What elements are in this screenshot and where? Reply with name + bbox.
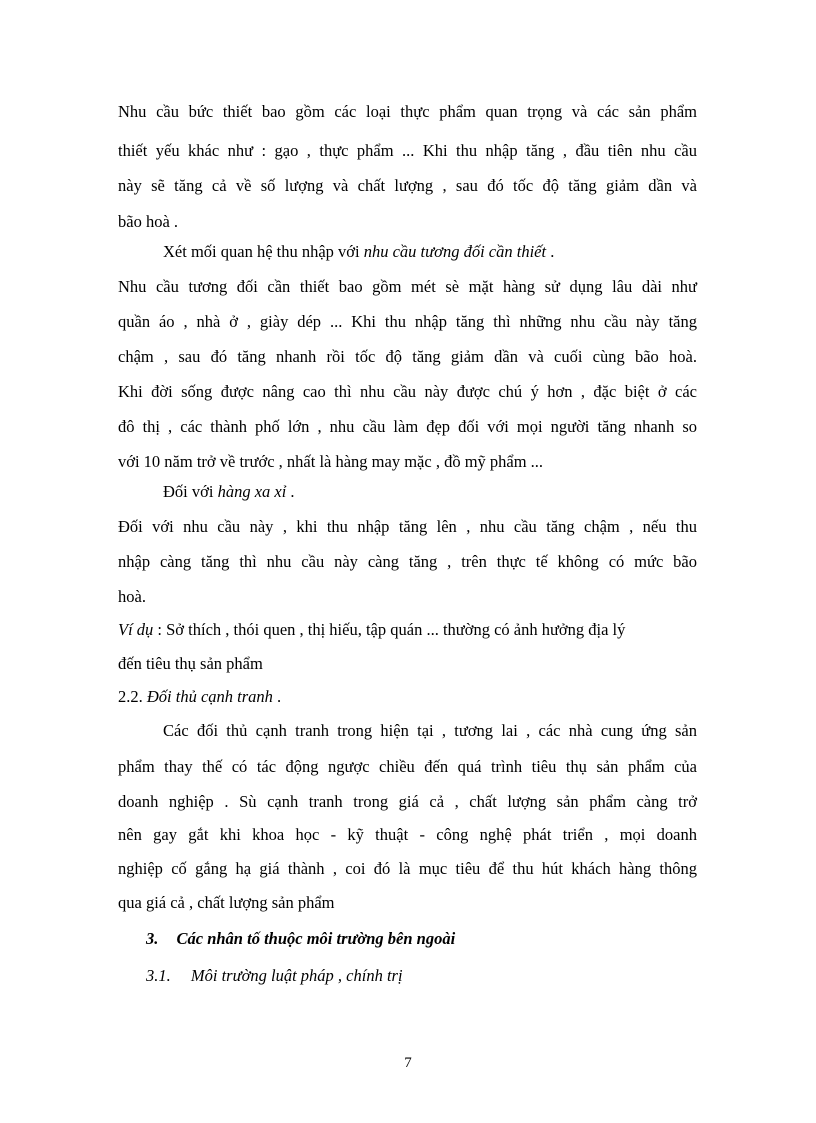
p3-line-3: hoà. bbox=[118, 587, 146, 606]
example-line-2: đến tiêu thụ sản phẩm bbox=[118, 654, 263, 673]
p1-line-1: Nhu cầu bức thiết bao gồm các loại thực phẩm quan trọng và các sản phẩm bbox=[118, 102, 697, 121]
heading-3-1 bbox=[146, 966, 403, 986]
p4-line-4: nên gay gắt khi khoa học - kỹ thuật - công nghệ phát triển , mọi doanh bbox=[118, 825, 697, 844]
p3-intro-text: Đối với bbox=[163, 482, 218, 501]
example-line-1 bbox=[118, 620, 625, 640]
p3-line-1: Đối với nhu cầu này , khi thu nhập tăng lên , nhu cầu tăng chậm , nếu thu bbox=[118, 517, 697, 536]
p2-line-6: với 10 năm trở về trước , nhất là hàng may mặc , đồ mỹ phẩm ... bbox=[118, 452, 544, 471]
p4-line-1: Các đối thủ cạnh tranh trong hiện tại , tương lai , các nhà cung ứng sản bbox=[163, 721, 697, 740]
p1-line-4: bão hoà . bbox=[118, 212, 179, 231]
p3-intro bbox=[163, 482, 295, 502]
p2-intro-tail: . bbox=[546, 242, 555, 261]
p4-line-3: doanh nghiệp . Sù cạnh tranh trong giá cả , chất lượng sản phẩm càng trở bbox=[118, 792, 697, 811]
p4-line-2: phẩm thay thế có tác động ngược chiều đến quá trình tiêu thụ sản phẩm của bbox=[118, 757, 697, 776]
p2-line-2: quần áo , nhà ở , giày dép ... Khi thu nhập tăng thì những nhu cầu này tăng bbox=[118, 312, 697, 331]
p1-line-2: thiết yếu khác như : gạo , thực phẩm ... Khi thu nhập tăng , đầu tiên nhu cầu bbox=[118, 141, 697, 160]
p3-intro-emph: hàng xa xỉ bbox=[217, 482, 287, 501]
heading-3-title: Các nhân tố thuộc môi trường bên ngoài bbox=[176, 929, 456, 948]
section-2-2-tail: . bbox=[272, 687, 282, 706]
p3-line-2: nhập càng tăng thì nhu cầu này càng tăng , trên thực tế không có mức bão bbox=[118, 552, 697, 571]
p4-line-5: nghiệp cố gắng hạ giá thành , coi đó là mục tiêu để thu hút khách hàng thông bbox=[118, 859, 697, 878]
heading-3-1-title: Môi trường luật pháp , chính trị bbox=[190, 966, 403, 985]
heading-3-1-number: 3.1. bbox=[146, 966, 171, 985]
section-2-2-heading bbox=[118, 687, 281, 707]
section-2-2-number: 2.2. bbox=[118, 687, 147, 706]
p2-line-3: chậm , sau đó tăng nhanh rồi tốc độ tăng giảm dần và cuối cùng bão hoà. bbox=[118, 347, 697, 366]
p4-line-6: qua giá cả , chất lượng sản phẩm bbox=[118, 893, 335, 912]
page-number: 7 bbox=[404, 1055, 412, 1071]
example-rest: : Sở thích , thói quen , thị hiếu, tập quán ... thường có ảnh hưởng địa lý bbox=[153, 620, 626, 639]
p2-line-4: Khi đời sống được nâng cao thì nhu cầu này được chú ý hơn , đặc biệt ở các bbox=[118, 382, 697, 401]
heading-3 bbox=[146, 929, 455, 949]
p2-line-5: đô thị , các thành phố lớn , nhu cầu làm đẹp đối với mọi người tăng nhanh so bbox=[118, 417, 697, 436]
p2-intro bbox=[163, 242, 554, 262]
p2-intro-text: Xét mối quan hệ thu nhập với bbox=[163, 242, 364, 261]
heading-3-number: 3. bbox=[146, 929, 159, 948]
p2-intro-emph: nhu cầu tương đối cần thiết bbox=[363, 242, 547, 261]
section-2-2-title: Đối thủ cạnh tranh bbox=[146, 687, 273, 706]
p2-line-1: Nhu cầu tương đối cần thiết bao gồm mét sè mặt hàng sử dụng lâu dài như bbox=[118, 277, 697, 296]
p1-line-3: này sẽ tăng cả về số lượng và chất lượng , sau đó tốc độ tăng giảm dần và bbox=[118, 176, 697, 195]
example-label: Ví dụ bbox=[118, 620, 154, 639]
p3-intro-tail: . bbox=[286, 482, 295, 501]
